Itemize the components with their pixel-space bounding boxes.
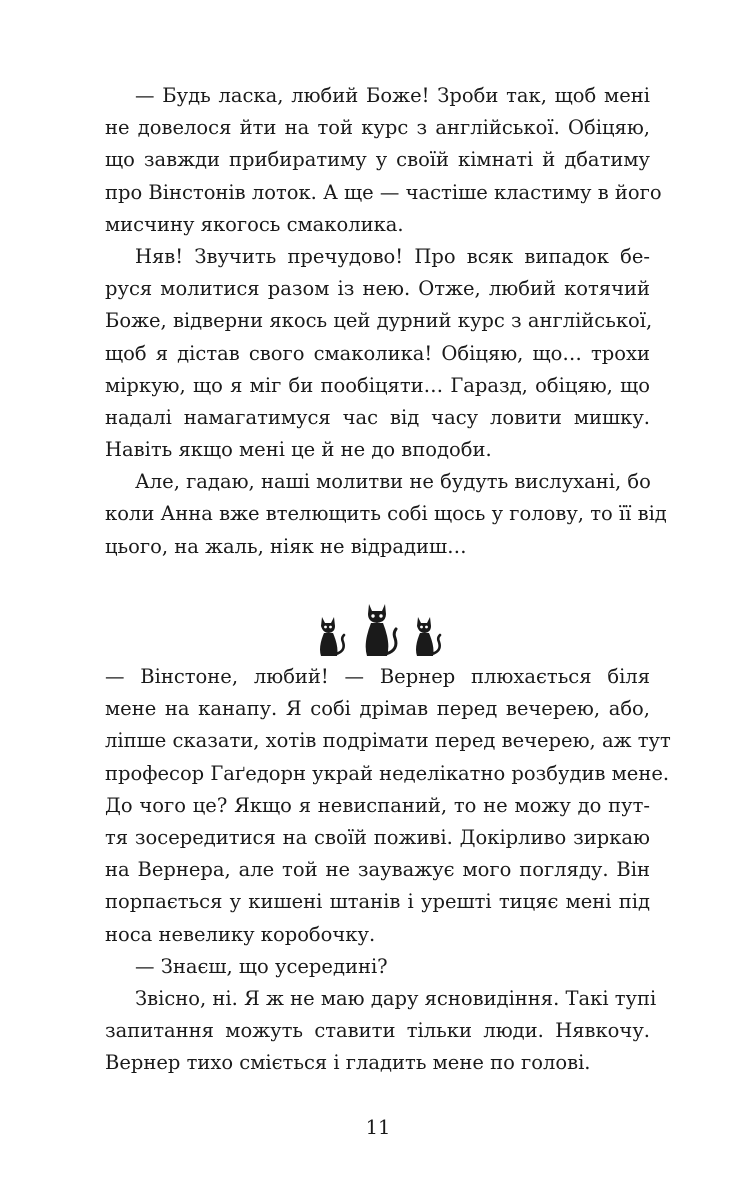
paragraph-line: мене на канапу. Я собі дрімав перед вечерею, або, [105, 697, 650, 721]
paragraph-line: Боже, відверни якось цей дурний курс з англійської, [105, 309, 653, 333]
paragraph-line: надалі намагатимуся час від часу ловити мишку. [105, 405, 650, 429]
paragraph-line: міркую, що я міг би пообіцяти… Гаразд, обіцяю, що [105, 373, 650, 397]
paragraph-line: що завжди прибиратиму у своїй кімнаті й дбатиму [105, 148, 650, 172]
paragraph-line: щоб я дістав свого смаколика! Обіцяю, що… трохи [105, 341, 650, 365]
paragraph-line: Няв! Звучить пречудово! Про всяк випадок бе- [135, 244, 650, 268]
text-top [105, 80, 667, 563]
paragraph-line: на Вернера, але той не зауважує мого погляду. Він [105, 858, 650, 882]
text-bottom [105, 661, 671, 1079]
paragraph-line: коли Анна вже втелющить собі щось у голову, то її від [105, 502, 667, 526]
paragraph-line: — Вінстоне, любий! — Вернер плюхається біля [105, 665, 650, 688]
paragraph-line: носа невелику коробочку. [105, 922, 376, 946]
cat-right-icon [406, 611, 446, 657]
paragraph-line: Але, гадаю, наші молитви не будуть вислухані, бо [135, 470, 651, 494]
paragraph-line: — Знаєш, що усередині? [135, 954, 388, 978]
paragraph-line: Вернер тихо сміється і гладить мене по голові. [105, 1051, 591, 1075]
three-black-cats-icon [105, 593, 650, 657]
paragraph-line: цього, на жаль, ніяк не відрадиш… [105, 534, 467, 558]
paragraph-line: запитання можуть ставити тільки люди. Нявкочу. [105, 1019, 650, 1043]
paragraph-line: мисчину якогось смаколика. [105, 212, 404, 236]
paragraph-line: порпається у кишені штанів і урешті тицяє мені під [105, 890, 650, 914]
paragraph-line: про Вінстонів лоток. А ще — частіше кластиму в його [105, 180, 662, 204]
paragraph-line: Навіть якщо мені це й не до вподоби. [105, 438, 492, 462]
paragraph-line: руся молитися разом із нею. Отже, любий котячий [105, 277, 650, 301]
page-number: 11 [365, 1116, 391, 1139]
paragraph-line: До чого це? Якщо я невиспаний, то не можу до пут- [105, 793, 650, 817]
paragraph-line: — Будь ласка, любий Боже! Зроби так, щоб мені [135, 84, 650, 107]
paragraph-line: професор Гаґедорн украй неделікатно розбудив мене. [105, 761, 670, 785]
paragraph-line: Звісно, ні. Я ж не маю дару ясновидіння. Такі тупі [135, 986, 657, 1010]
paragraph-line: не довелося йти на той курс з англійської. Обіцяю, [105, 116, 650, 140]
paragraph-line: ліпше сказати, хотів подрімати перед вечерею, аж тут [105, 729, 671, 753]
cat-left-icon [310, 611, 350, 657]
paragraph-line: тя зосередитися на своїй поживі. Докірливо зиркаю [105, 825, 650, 849]
cat-middle-icon [356, 597, 400, 657]
